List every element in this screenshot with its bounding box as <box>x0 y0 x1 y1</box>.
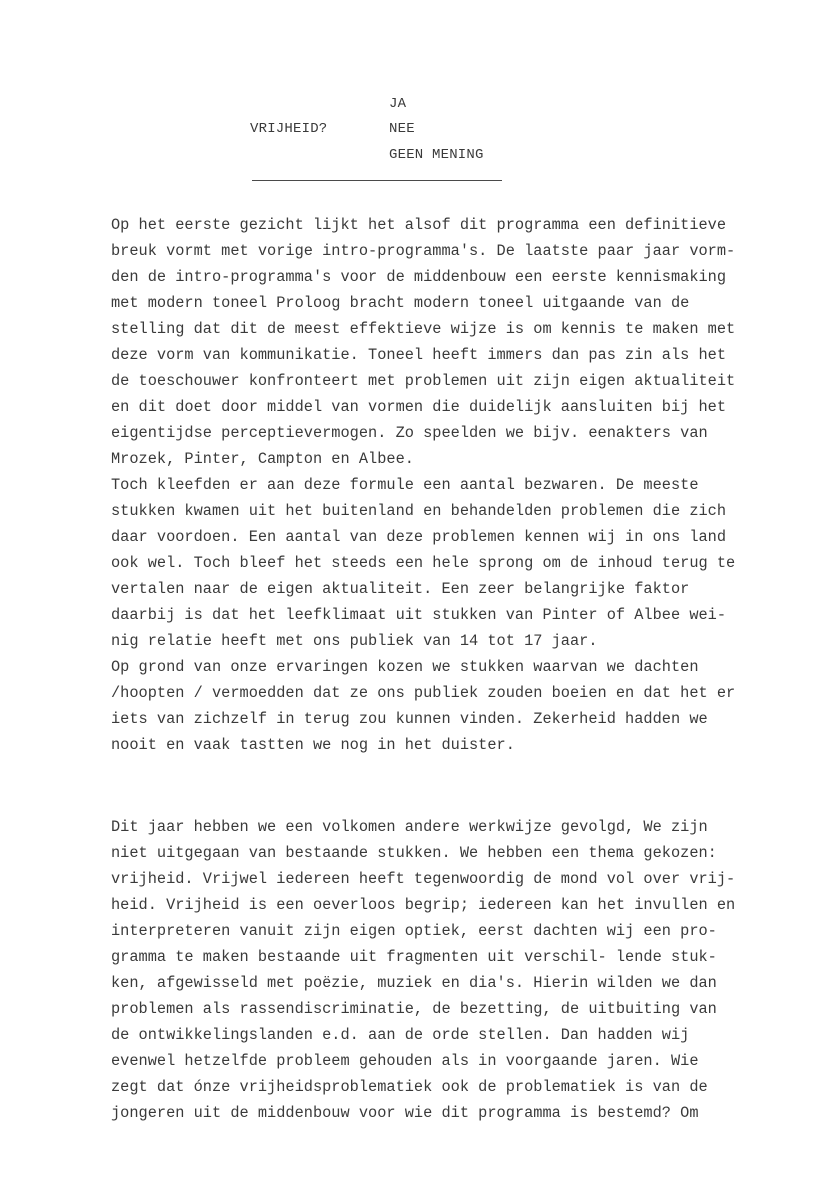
text-line: problemen als rassendiscriminatie, de bezetting, de uitbuiting van <box>111 1000 717 1018</box>
survey-option-ja: JA <box>389 96 407 112</box>
text-line: ken, afgewisseld met poëzie, muziek en dia's. Hierin wilden we dan <box>111 974 717 992</box>
text-line: en dit doet door middel van vormen die duidelijk aansluiten bij het <box>111 398 727 416</box>
text-line: stukken kwamen uit het buitenland en behandelden problemen die zich <box>111 502 727 520</box>
survey-question: VRIJHEID? <box>250 121 328 137</box>
text-line: Op het eerste gezicht lijkt het alsof dit programma een definitieve <box>111 216 727 234</box>
text-line: /hoopten / vermoedden dat ze ons publiek zouden boeien en dat het er <box>111 684 736 702</box>
text-line: daarbij is dat het leefklimaat uit stukken van Pinter of Albee wei- <box>111 606 727 624</box>
text-line: de toeschouwer konfronteert met problemen uit zijn eigen aktualiteit <box>111 372 736 390</box>
text-line: Op grond van onze ervaringen kozen we stukken waarvan we dachten <box>111 658 699 676</box>
text-line: evenwel hetzelfde probleem gehouden als in voorgaande jaren. Wie <box>111 1052 699 1070</box>
survey-option-geen-mening: GEEN MENING <box>389 147 484 163</box>
text-line: Toch kleefden er aan deze formule een aantal bezwaren. De meeste <box>111 476 699 494</box>
paragraph-1 <box>111 212 771 758</box>
text-line: Dit jaar hebben we een volkomen andere werkwijze gevolgd, We zijn <box>111 818 708 836</box>
text-line: ook wel. Toch bleef het steeds een hele sprong om de inhoud terug te <box>111 554 736 572</box>
answer-line <box>252 180 502 181</box>
text-line: eigentijdse perceptievermogen. Zo speelden we bijv. eenakters van <box>111 424 708 442</box>
text-line: nooit en vaak tastten we nog in het duister. <box>111 736 515 754</box>
text-line: niet uitgegaan van bestaande stukken. We hebben een thema gekozen: <box>111 844 717 862</box>
text-line: stelling dat dit de meest effektieve wijze is om kennis te maken met <box>111 320 736 338</box>
text-line: iets van zichzelf in terug zou kunnen vinden. Zekerheid hadden we <box>111 710 708 728</box>
text-line: den de intro-programma's voor de middenbouw een eerste kennismaking <box>111 268 727 286</box>
text-line: daar voordoen. Een aantal van deze problemen kennen wij in ons land <box>111 528 727 546</box>
text-line: deze vorm van kommunikatie. Toneel heeft immers dan pas zin als het <box>111 346 727 364</box>
text-line: interpreteren vanuit zijn eigen optiek, eerst dachten wij een pro- <box>111 922 717 940</box>
text-line: nig relatie heeft met ons publiek van 14 tot 17 jaar. <box>111 632 598 650</box>
text-line: de ontwikkelingslanden e.d. aan de orde stellen. Dan hadden wij <box>111 1026 690 1044</box>
paragraph-2 <box>111 814 771 1126</box>
text-line: gramma te maken bestaande uit fragmenten uit verschil- lende stuk- <box>111 948 717 966</box>
survey-option-nee: NEE <box>389 121 415 137</box>
text-line: Mrozek, Pinter, Campton en Albee. <box>111 450 414 468</box>
body-text <box>111 212 771 1126</box>
text-line: vrijheid. Vrijwel iedereen heeft tegenwoordig de mond vol over vrij- <box>111 870 736 888</box>
text-line: vertalen naar de eigen aktualiteit. Een zeer belangrijke faktor <box>111 580 690 598</box>
paragraph-gap <box>111 758 771 814</box>
text-line: jongeren uit de middenbouw voor wie dit programma is bestemd? Om <box>111 1104 699 1122</box>
text-line: heid. Vrijheid is een oeverloos begrip; iedereen kan het invullen en <box>111 896 736 914</box>
text-line: zegt dat ónze vrijheidsproblematiek ook de problematiek is van de <box>111 1078 708 1096</box>
text-line: met modern toneel Proloog bracht modern toneel uitgaande van de <box>111 294 690 312</box>
text-line: breuk vormt met vorige intro-programma's. De laatste paar jaar vorm- <box>111 242 736 260</box>
